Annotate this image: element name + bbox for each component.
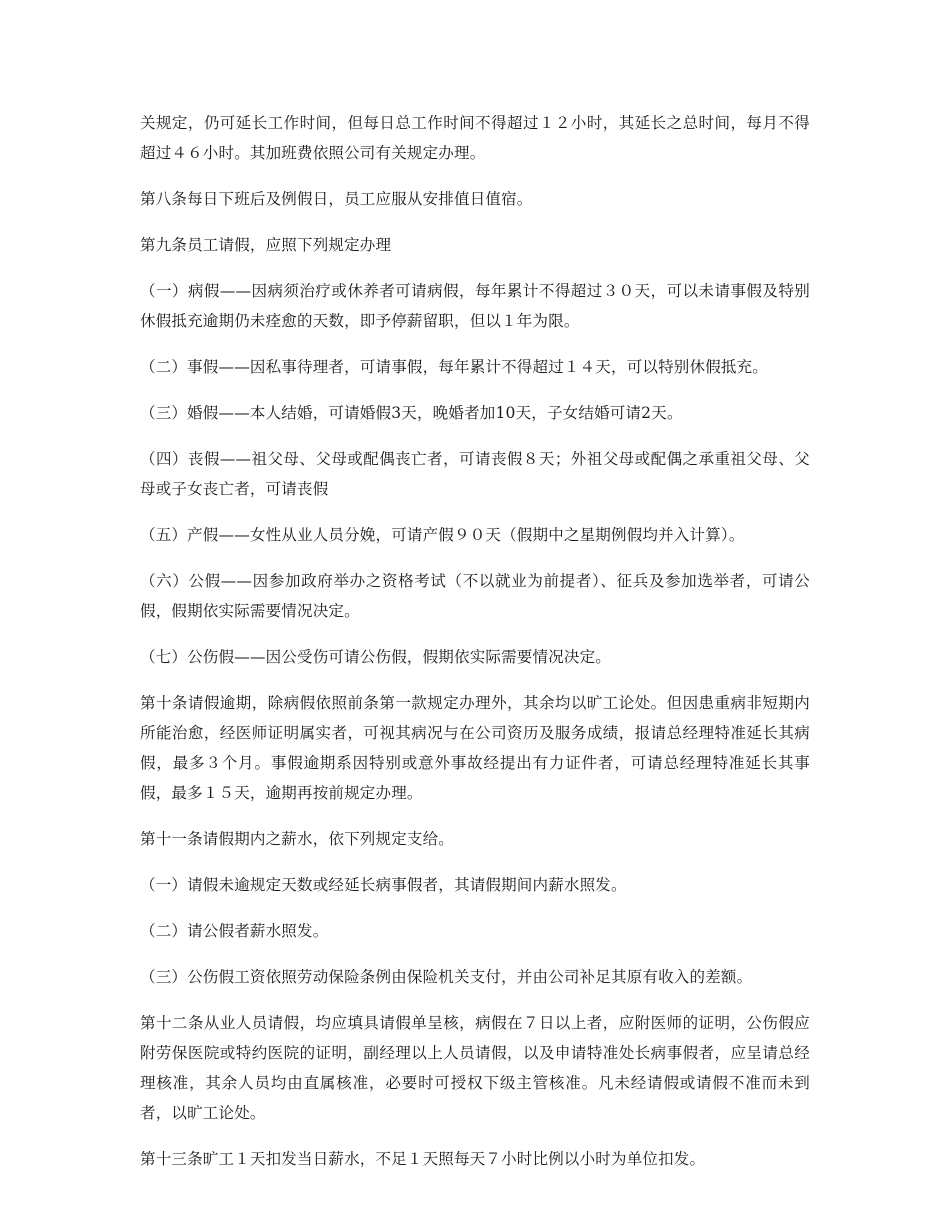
paragraph-maternity-leave: （五）产假——女性从业人员分娩，可请产假９０天（假期中之星期例假均并入计算）。	[140, 526, 745, 544]
paragraph-salary-item-3: （三）公伤假工资依照劳动保险条例由保险机关支付，并由公司补足其原有收入的差额。	[140, 968, 753, 986]
paragraph-article-13: 第十三条旷工１天扣发当日薪水，不足１天照每天７小时比例以小时为单位扣发。	[140, 1150, 706, 1168]
paragraph-article-11: 第十一条请假期内之薪水，依下列规定支给。	[140, 830, 455, 848]
paragraph-official-leave: （六）公假——因参加政府举办之资格考试（不以就业为前提者）、征兵及参加选举者，可请公假，假期依实际需要情况决定。	[140, 572, 810, 620]
paragraph-marriage-leave: （三）婚假——本人结婚，可请婚假3天，晚婚者加10天，子女结婚可请2天。	[140, 404, 683, 422]
paragraph-salary-item-1: （一）请假未逾规定天数或经延长病事假者，其请假期间内薪水照发。	[140, 876, 627, 894]
paragraph-personal-leave: （二）事假——因私事待理者，可请事假，每年累计不得超过１４天，可以特别休假抵充。	[140, 358, 769, 376]
paragraph-sick-leave: （一）病假——因病须治疗或休养者可请病假，每年累计不得超过３０天，可以未请事假及特别休假抵充逾期仍未痊愈的天数，即予停薪留职，但以１年为限。	[140, 282, 810, 330]
paragraph-salary-item-2: （二）请公假者薪水照发。	[140, 922, 329, 940]
paragraph-overtime-rule: 关规定，仍可延长工作时间，但每日总工作时间不得超过１２小时，其延长之总时间，每月不得超过４６小时。其加班费依照公司有关规定办理。	[140, 114, 810, 162]
paragraph-article-12: 第十二条从业人员请假，均应填具请假单呈核，病假在７日以上者，应附医师的证明，公伤假应附劳保医院或特约医院的证明，副经理以上人员请假，以及申请特准处长病事假者，应呈请总经理核准，其余人员均由直属核准，必要时可授权下级主管核准。凡未经请假或请假不准而未到者，以旷工论处。	[140, 1014, 810, 1122]
paragraph-injury-leave: （七）公伤假——因公受伤可请公伤假，假期依实际需要情况决定。	[140, 648, 612, 666]
paragraph-article-8: 第八条每日下班后及例假日，员工应服从安排值日值宿。	[140, 190, 533, 208]
paragraph-article-9: 第九条员工请假，应照下列规定办理	[140, 236, 392, 254]
document-page	[140, 108, 810, 1190]
paragraph-article-10: 第十条请假逾期，除病假依照前条第一款规定办理外，其余均以旷工论处。但因患重病非短期内所能治愈，经医师证明属实者，可视其病况与在公司资历及服务成绩，报请总经理特准延长其病假，最多３个月。事假逾期系因特别或意外事故经提出有力证件者，可请总经理特准延长其事假，最多１５天，逾期再按前规定办理。	[140, 694, 810, 802]
paragraph-bereavement-leave: （四）丧假——祖父母、父母或配偶丧亡者，可请丧假８天；外祖父母或配偶之承重祖父母、父母或子女丧亡者，可请丧假	[140, 450, 810, 498]
